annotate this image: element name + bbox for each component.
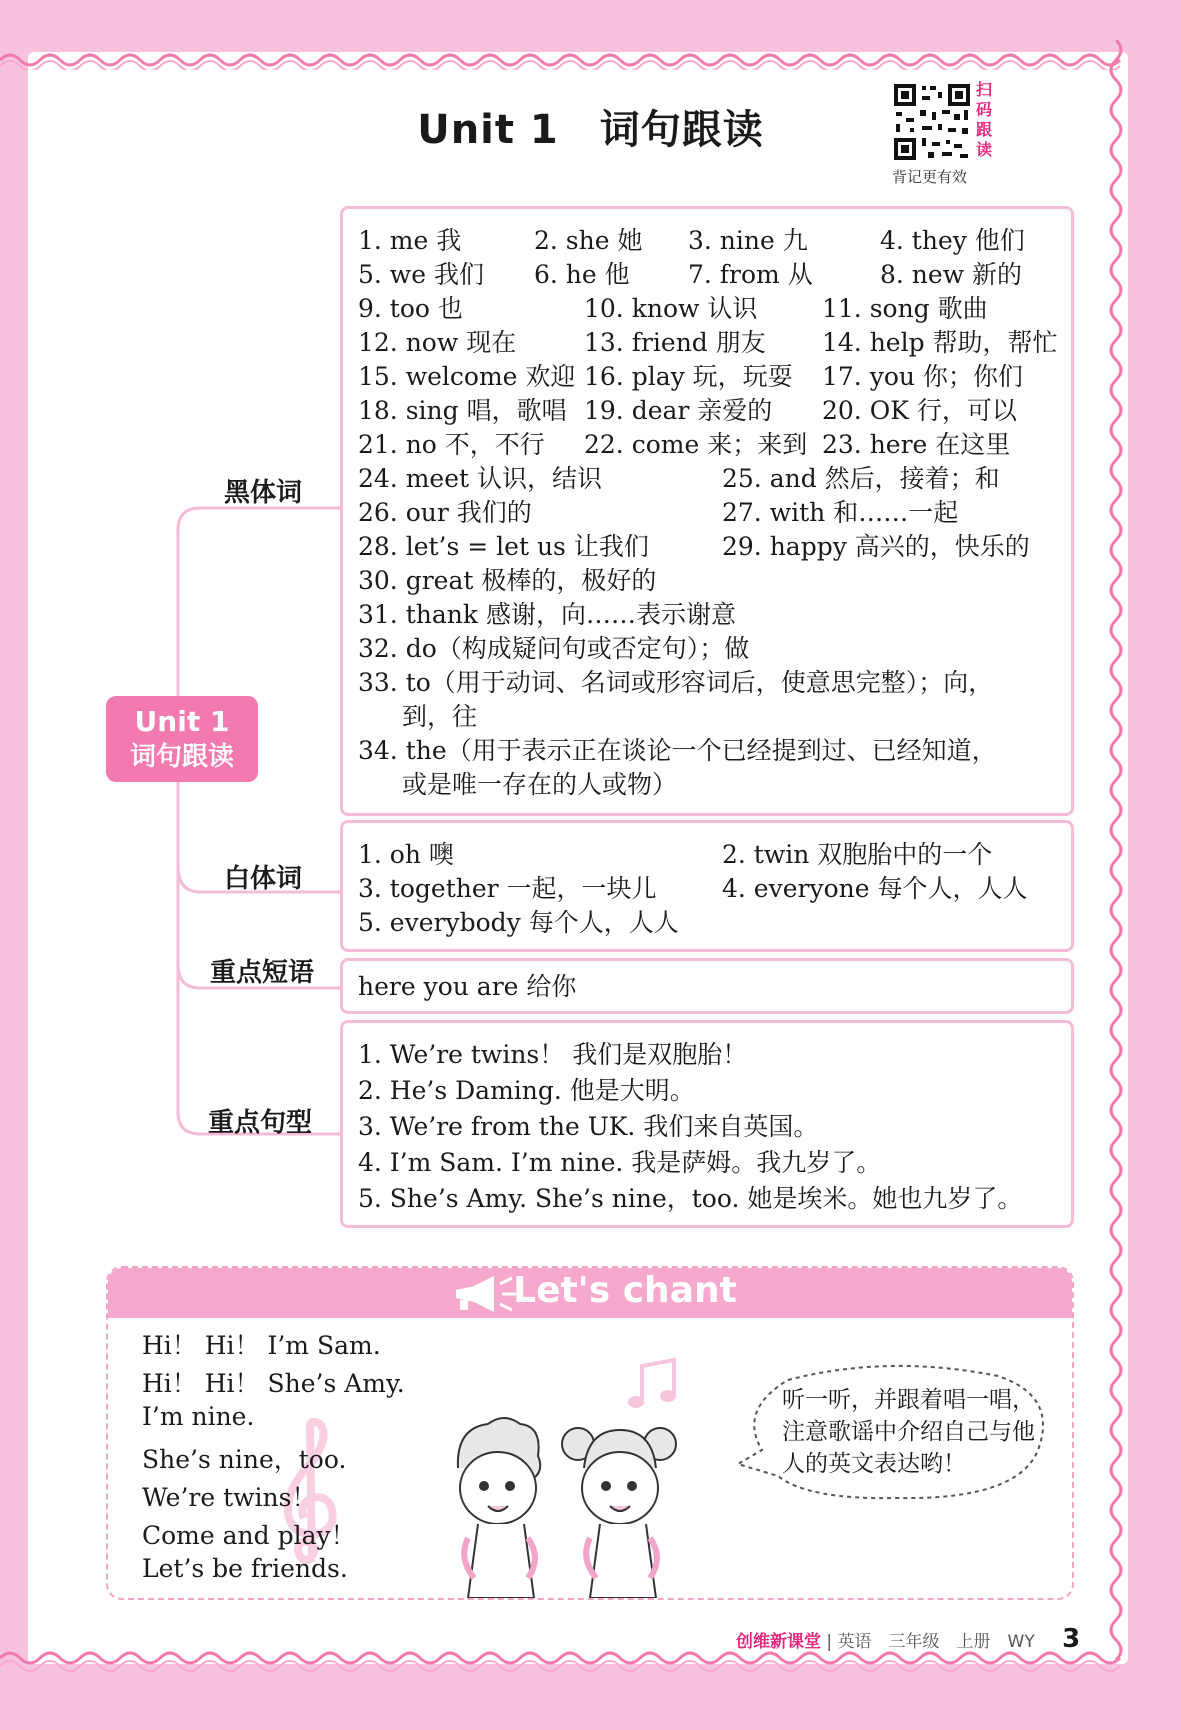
chant-line: She’s nine，too. — [142, 1445, 347, 1474]
chant-line: Hi！ Hi！ I’m Sam. — [142, 1331, 381, 1360]
black-word-item: 25. and 然后，接着；和 — [722, 464, 1000, 493]
black-word-item: 9. too 也 — [358, 294, 463, 323]
black-word-item: 21. no 不，不行 — [358, 430, 545, 459]
white-word-item: 1. oh 噢 — [358, 840, 454, 869]
white-word-item: 3. together 一起，一块儿 — [358, 874, 657, 903]
black-word-item: 30. great 极棒的，极好的 — [358, 566, 657, 595]
twins-illustration — [438, 1408, 698, 1600]
music-note-icon — [624, 1356, 684, 1416]
black-word-item: 3. nine 九 — [688, 226, 808, 255]
qr-side-char: 码 — [976, 100, 993, 119]
black-word-item: 33. to（用于动词、名词或形容词后，使意思完整）；向， — [358, 668, 994, 697]
black-word-item: 27. with 和……一起 — [722, 498, 959, 527]
unit-badge-line2: 词句跟读 — [129, 742, 234, 772]
black-word-item: 14. help 帮助，帮忙 — [822, 328, 1058, 357]
black-word-item: 31. thank 感谢，向……表示谢意 — [358, 600, 736, 629]
white-word-item: 2. twin 双胞胎中的一个 — [722, 840, 993, 869]
key-phrase-item: here you are 给你 — [358, 972, 577, 1001]
qr-side-text — [976, 80, 996, 160]
wavy-right-border — [1106, 40, 1134, 1680]
black-word-item: 28. let’s = let us 让我们 — [358, 532, 649, 561]
black-word-item: 10. know 认识 — [584, 294, 758, 323]
chant-line: I’m nine. — [142, 1402, 255, 1431]
category-label-black-words: 黑体词 — [224, 478, 303, 508]
qr-code-icon[interactable] — [892, 82, 972, 162]
key-sentence-item: 2. He’s Daming. 他是大明。 — [358, 1076, 695, 1105]
black-word-item: 2. she 她 — [534, 226, 643, 255]
black-word-item: 11. song 歌曲 — [822, 294, 988, 323]
chant-section — [106, 1266, 1074, 1600]
chant-line: Come and play！ — [142, 1521, 356, 1550]
black-word-item: 26. our 我们的 — [358, 498, 532, 527]
white-word-item: 4. everyone 每个人，人人 — [722, 874, 1028, 903]
black-word-item: 1. me 我 — [358, 226, 462, 255]
chant-line: We’re twins！ — [142, 1483, 317, 1512]
white-word-item: 5. everybody 每个人，人人 — [358, 908, 679, 937]
black-word-item: 15. welcome 欢迎 — [358, 362, 576, 391]
qr-side-char: 跟 — [976, 120, 993, 139]
black-word-item: 18. sing 唱，歌唱 — [358, 396, 567, 425]
qr-side-char: 读 — [976, 140, 993, 159]
black-word-item: 4. they 他们 — [880, 226, 1025, 255]
unit-badge — [106, 696, 258, 782]
key-sentence-item: 5. She’s Amy. She’s nine，too. 她是埃米。她也九岁了。 — [358, 1184, 1023, 1213]
black-word-item: 17. you 你；你们 — [822, 362, 1023, 391]
black-word-item: 34. the（用于表示正在谈论一个已经提到过、已经知道， — [358, 736, 997, 765]
black-word-item: 32. do（构成疑问句或否定句）；做 — [358, 634, 750, 663]
category-label-key-phrases: 重点短语 — [210, 958, 315, 988]
black-word-item: 12. now 现在 — [358, 328, 517, 357]
black-word-item: 7. from 从 — [688, 260, 813, 289]
chant-line: Let’s be friends. — [142, 1554, 348, 1583]
qr-caption: 背记更有效 — [892, 168, 968, 186]
category-label-white-words: 白体词 — [224, 864, 303, 894]
key-sentence-item: 1. We’re twins！ 我们是双胞胎！ — [358, 1040, 748, 1069]
black-word-item: 22. come 来；来到 — [584, 430, 808, 459]
wavy-top-border — [0, 40, 1181, 70]
black-word-item: 24. meet 认识，结识 — [358, 464, 602, 493]
unit-badge-line1: Unit 1 — [134, 705, 230, 738]
page-footer — [736, 1624, 1080, 1654]
black-word-item: 到，往 — [402, 702, 478, 731]
category-label-key-sentences: 重点句型 — [208, 1108, 313, 1138]
footer-info: 英语 三年级 上册 WY — [837, 1632, 1035, 1652]
black-word-item: 20. OK 行，可以 — [822, 396, 1017, 425]
speech-bubble-text: 听一听，并跟着唱一唱，注意歌谣中介绍自己与他人的英文表达哟！ — [782, 1387, 1035, 1477]
black-word-item: 29. happy 高兴的，快乐的 — [722, 532, 1030, 561]
chant-title: Let's chant — [513, 1270, 737, 1311]
footer-brand: 创维新课堂 — [736, 1632, 821, 1652]
black-word-item: 13. friend 朋友 — [584, 328, 766, 357]
black-word-item: 5. we 我们 — [358, 260, 484, 289]
black-word-item: 23. here 在这里 — [822, 430, 1011, 459]
black-word-item: 或是唯一存在的人或物） — [402, 770, 678, 799]
black-word-item: 16. play 玩，玩耍 — [584, 362, 793, 391]
qr-side-char: 扫 — [976, 80, 993, 99]
black-word-item: 8. new 新的 — [880, 260, 1023, 289]
chant-line: Hi！ Hi！ She’s Amy. — [142, 1369, 405, 1398]
black-word-item: 6. he 他 — [534, 260, 630, 289]
key-sentence-item: 4. I’m Sam. I’m nine. 我是萨姆。我九岁了。 — [358, 1148, 882, 1177]
page-title: Unit 1 词句跟读 — [417, 107, 764, 153]
key-sentence-item: 3. We’re from the UK. 我们来自英国。 — [358, 1112, 819, 1141]
page-number: 3 — [1062, 1624, 1081, 1654]
footer-separator: | — [826, 1632, 833, 1652]
black-word-item: 19. dear 亲爱的 — [584, 396, 773, 425]
